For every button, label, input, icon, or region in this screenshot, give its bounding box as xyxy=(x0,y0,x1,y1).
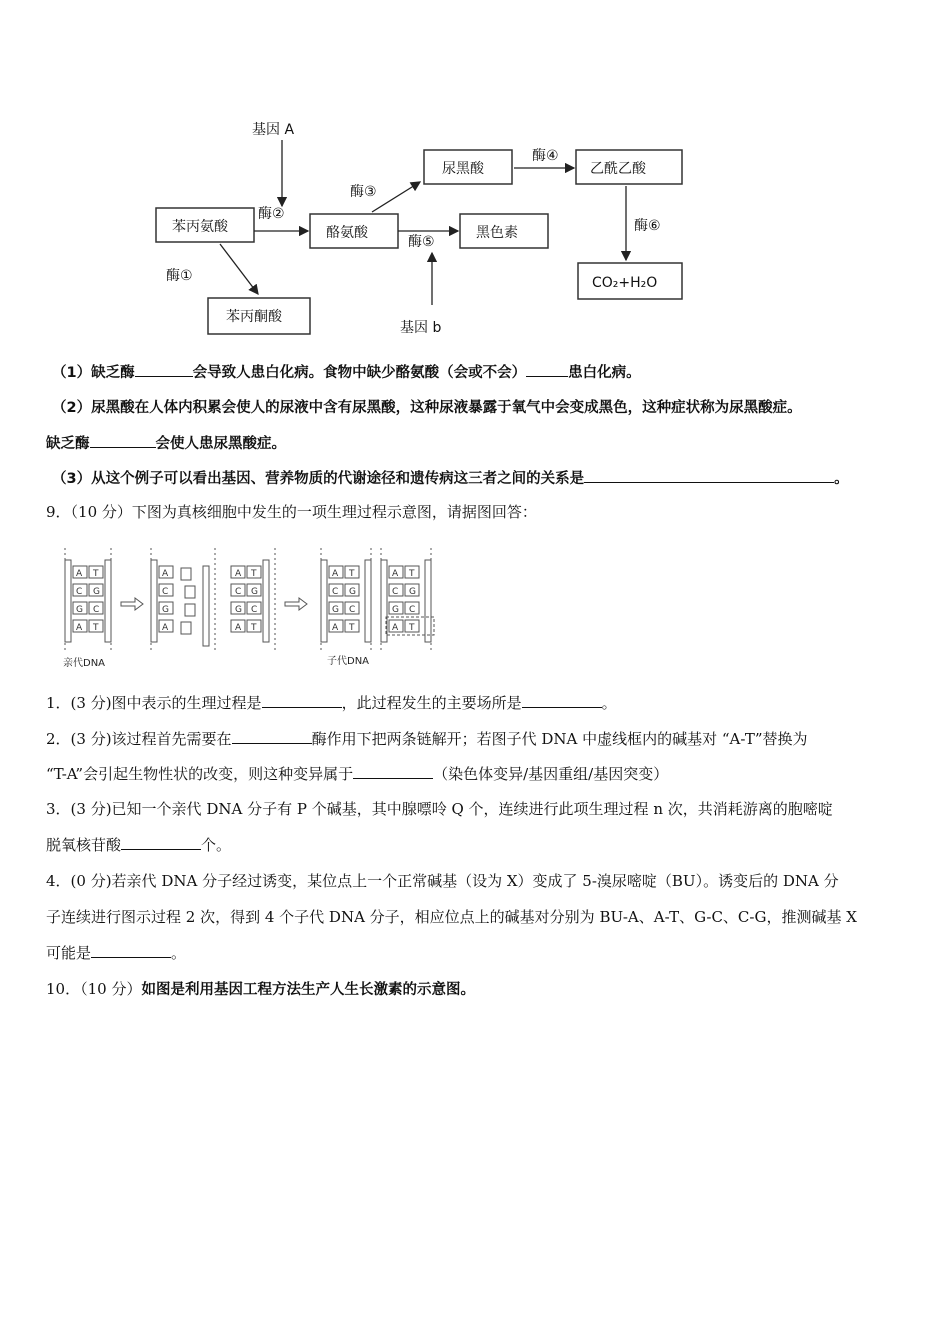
svg-text:G: G xyxy=(76,605,83,615)
enzyme4-label: 酶④ xyxy=(532,148,559,164)
enzyme6-label: 酶⑥ xyxy=(634,218,661,234)
svg-text:G: G xyxy=(162,605,169,615)
q9-blank3[interactable] xyxy=(232,729,312,744)
svg-text:C: C xyxy=(235,587,242,597)
svg-text:A: A xyxy=(392,623,399,633)
svg-text:A: A xyxy=(162,569,169,579)
svg-text:A: A xyxy=(162,623,169,633)
svg-text:A: A xyxy=(332,623,339,633)
q8-blank1[interactable] xyxy=(135,362,193,377)
q9-sub3-line1: 3．(3 分)已知一个亲代 DNA 分子有 P 个碱基，其中腺嘌呤 Q 个，连续进行此项生理过程 n 次，共消耗游离的胞嘧啶 xyxy=(46,800,833,818)
svg-text:C: C xyxy=(349,605,356,615)
q10-header: 10．（10 分）如图是利用基因工程方法生产人生长激素的示意图。 xyxy=(46,980,475,998)
svg-text:G: G xyxy=(251,587,258,597)
svg-text:A: A xyxy=(392,569,399,579)
gene-a-label: 基因 A xyxy=(252,122,295,138)
q9-blank2[interactable] xyxy=(522,693,602,708)
svg-text:A: A xyxy=(235,623,242,633)
svg-text:T: T xyxy=(409,623,415,633)
svg-text:C: C xyxy=(332,587,339,597)
svg-text:G: G xyxy=(93,587,100,597)
dna-replication-diagram xyxy=(55,540,445,670)
phenylpyruvic-label: 苯丙酮酸 xyxy=(226,309,282,325)
q9-sub4-line2: 子连续进行图示过程 2 次，得到 4 个子代 DNA 分子，相应位点上的碱基对分别为 BU-A、A-T、G-C、C-G，推测碱基 X xyxy=(46,908,857,926)
svg-text:C: C xyxy=(76,587,83,597)
co2-water-label: CO₂+H₂O xyxy=(592,275,658,291)
q9-blank1[interactable] xyxy=(262,693,342,708)
q9-header: 9．（10 分）下图为真核细胞中发生的一项生理过程示意图，请据图回答： xyxy=(46,503,537,521)
svg-text:T: T xyxy=(349,623,355,633)
svg-text:G: G xyxy=(235,605,242,615)
svg-text:T: T xyxy=(349,569,355,579)
svg-text:C: C xyxy=(392,587,399,597)
q9-sub1: 1．(3 分)图中表示的生理过程是 ，此过程发生的主要场所是 。 xyxy=(46,694,617,712)
acetoacetic-label: 乙酰乙酸 xyxy=(590,161,646,177)
svg-text:T: T xyxy=(251,623,257,633)
svg-text:C: C xyxy=(162,587,169,597)
svg-text:G: G xyxy=(349,587,356,597)
q9-sub3-line2: 脱氧核苷酸 个。 xyxy=(46,836,232,854)
svg-text:T: T xyxy=(251,569,257,579)
q9-sub2-line1: 2．(3 分)该过程首先需要在 酶作用下把两条链解开；若图子代 DNA 中虚线框内的碱基对 “A-T”替换为 xyxy=(46,730,808,748)
child-dna-label: 子代DNA xyxy=(327,656,370,667)
enzyme2-label: 酶② xyxy=(258,206,285,222)
q8-part2-line1: （2）尿黑酸在人体内积累会使人的尿液中含有尿黑酸，这种尿液暴露于氧气中会变成黑色，这种症状称为尿黑酸症。 xyxy=(52,400,802,416)
svg-text:C: C xyxy=(251,605,258,615)
gene-b-label: 基因 b xyxy=(400,320,442,336)
melanin-label: 黑色素 xyxy=(476,225,518,241)
svg-text:C: C xyxy=(409,605,416,615)
svg-text:T: T xyxy=(93,623,99,633)
q9-sub4-line1: 4．(0 分)若亲代 DNA 分子经过诱变，某位点上一个正常碱基（设为 X）变成了 5-溴尿嘧啶（BU）。诱变后的 DNA 分 xyxy=(46,872,839,890)
q9-blank4[interactable] xyxy=(353,764,433,779)
q8-part1: （1）缺乏酶 会导致人患白化病。食物中缺少酪氨酸（会或不会） 患白化病。 xyxy=(52,362,641,383)
q9-blank6[interactable] xyxy=(91,943,171,958)
enzyme5-label: 酶⑤ xyxy=(408,234,435,250)
parent-dna-label: 亲代DNA xyxy=(63,658,106,669)
svg-text:C: C xyxy=(93,605,100,615)
metabolic-pathway-diagram xyxy=(150,110,710,345)
q9-sub2-line2: “T-A”会引起生物性状的改变，则这种变异属于 （染色体变异/基因重组/基因突变） xyxy=(46,765,669,783)
q8-blank3[interactable] xyxy=(90,433,156,448)
tyrosine-label: 酪氨酸 xyxy=(326,225,368,241)
svg-text:G: G xyxy=(332,605,339,615)
svg-text:A: A xyxy=(235,569,242,579)
svg-text:A: A xyxy=(332,569,339,579)
homogentisic-label: 尿黑酸 xyxy=(442,161,484,177)
q8-part3: （3）从这个例子可以看出基因、营养物质的代谢途径和遗传病这三者之间的关系是 。 xyxy=(52,468,849,489)
q9-sub4-line3: 可能是 。 xyxy=(46,944,187,962)
svg-text:A: A xyxy=(76,623,83,633)
svg-text:A: A xyxy=(76,569,83,579)
svg-text:G: G xyxy=(409,587,416,597)
svg-text:T: T xyxy=(93,569,99,579)
q8-part2-line2: 缺乏酶 会使人患尿黑酸症。 xyxy=(46,433,286,454)
enzyme3-label: 酶③ xyxy=(350,184,377,200)
q8-blank2[interactable] xyxy=(526,362,568,377)
svg-text:G: G xyxy=(392,605,399,615)
q9-blank5[interactable] xyxy=(121,835,201,850)
q8-blank4[interactable] xyxy=(584,468,834,483)
svg-text:T: T xyxy=(409,569,415,579)
enzyme1-label: 酶① xyxy=(166,268,193,284)
phenylalanine-label: 苯丙氨酸 xyxy=(172,219,228,235)
